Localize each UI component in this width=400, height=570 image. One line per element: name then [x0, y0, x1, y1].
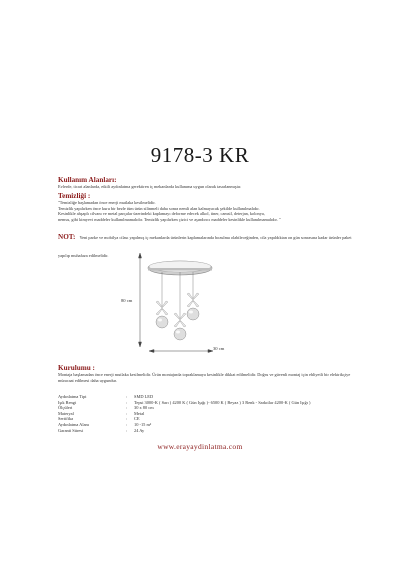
- product-diagram: [0, 250, 400, 360]
- height-label: 80 cm: [121, 298, 133, 303]
- spec-key: Aydınlatma Alanı: [58, 421, 89, 427]
- note-heading: NOT:: [58, 233, 76, 241]
- spec-row: [58, 428, 358, 434]
- spec-separator: :: [126, 405, 128, 411]
- usage-heading: Kullanım Alanları:: [58, 176, 117, 184]
- usage-section: [58, 176, 358, 190]
- spec-separator: :: [126, 410, 128, 416]
- cleaning-heading: Temizliği :: [58, 192, 91, 200]
- product-title: 9178-3 KR: [150, 143, 250, 167]
- width-dimension-line: [149, 350, 213, 353]
- spec-separator: :: [126, 421, 128, 427]
- spec-key: Garanti Süresi: [58, 427, 84, 433]
- cleaning-line: nemsu, gibi kimyevi maddeler kullanılmamalıdır. Temizlik yapılırken çizici ve aşındırıcı maddeler kesinlikle kullanılmamalıdır. ": [58, 216, 281, 222]
- note-text: Yeni parke ve mobilya cilası yapılmış iç mekanlarda ürünlerin kaplamalarında bozulma olabileceğinden, cila yapıldıktan on gün sonrasına kadar ürünler paket yapılıp muhafaza edilmelidir.: [58, 235, 352, 258]
- cleaning-line: "Temizliğe başlamadan önce enerji mutlaka kesilmelidir.: [58, 200, 156, 205]
- spec-separator: :: [126, 399, 128, 405]
- usage-text: Evlerde, ticari alanlarda, etkili aydınlatma gerektiren iç mekanlarda kullanıma uygun olarak tasarlanmıştır.: [58, 184, 242, 189]
- cleaning-line: Kesinlikle ahşaplı cilvanı ve metal parçalar üzerindeki kaplamayı deforme edecek alkol, tiner, camsil, deterjan, kolonya,: [58, 211, 265, 217]
- spec-value: Tepsi 3000-K ( Sarı ) 4200 K ( Gün Işığı )- 6500 K ( Beyaz ) 3 Renk - Sarkıtlar 4200-K ( Gün Işığı ): [134, 399, 311, 405]
- cleaning-line: Temizlik yapılırken önce kuru bir bezle tüm ürün silinmeli daha sonra nemli alan kalmayacak şekilde kullanılmalıdır.: [58, 205, 260, 211]
- spec-key: Aydınlatma Tipi: [58, 394, 87, 399]
- spec-value: Metal: [134, 410, 145, 416]
- spec-separator: :: [126, 427, 128, 433]
- installation-heading: Kurulumu :: [58, 364, 95, 372]
- width-label: 30 cm: [213, 346, 225, 351]
- spec-value: SMD LED: [134, 394, 154, 399]
- spec-value: 24 Ay: [134, 427, 145, 433]
- spec-key: Materyal: [58, 410, 74, 416]
- installation-section: [58, 364, 358, 383]
- spec-value: CE: [134, 416, 140, 422]
- installation-text: Montaja başlamadan önce enerji mutlaka kesilmelidir. Ürün montajında topraklamaya kesinlikle dikkat edilmelidir. Doğru ve güvenli montaj için ehliyetli bir elektrikçiye müracaat edilmesi daha uygundur.: [58, 372, 351, 383]
- website-link[interactable]: www.erayaydinlatma.com: [157, 442, 243, 451]
- spec-key: Ölçüleri: [58, 405, 73, 411]
- spec-separator: :: [126, 394, 128, 399]
- spec-table: [58, 394, 358, 433]
- cleaning-section: [58, 192, 358, 222]
- height-dimension-line: [139, 253, 142, 347]
- spec-value: 30 x 80 cm: [134, 405, 154, 411]
- spec-value: 10 -15 m²: [134, 421, 152, 427]
- spec-key: Sertifika: [58, 416, 74, 422]
- spec-separator: :: [126, 416, 128, 422]
- spec-key: Işık Rengi: [58, 399, 77, 405]
